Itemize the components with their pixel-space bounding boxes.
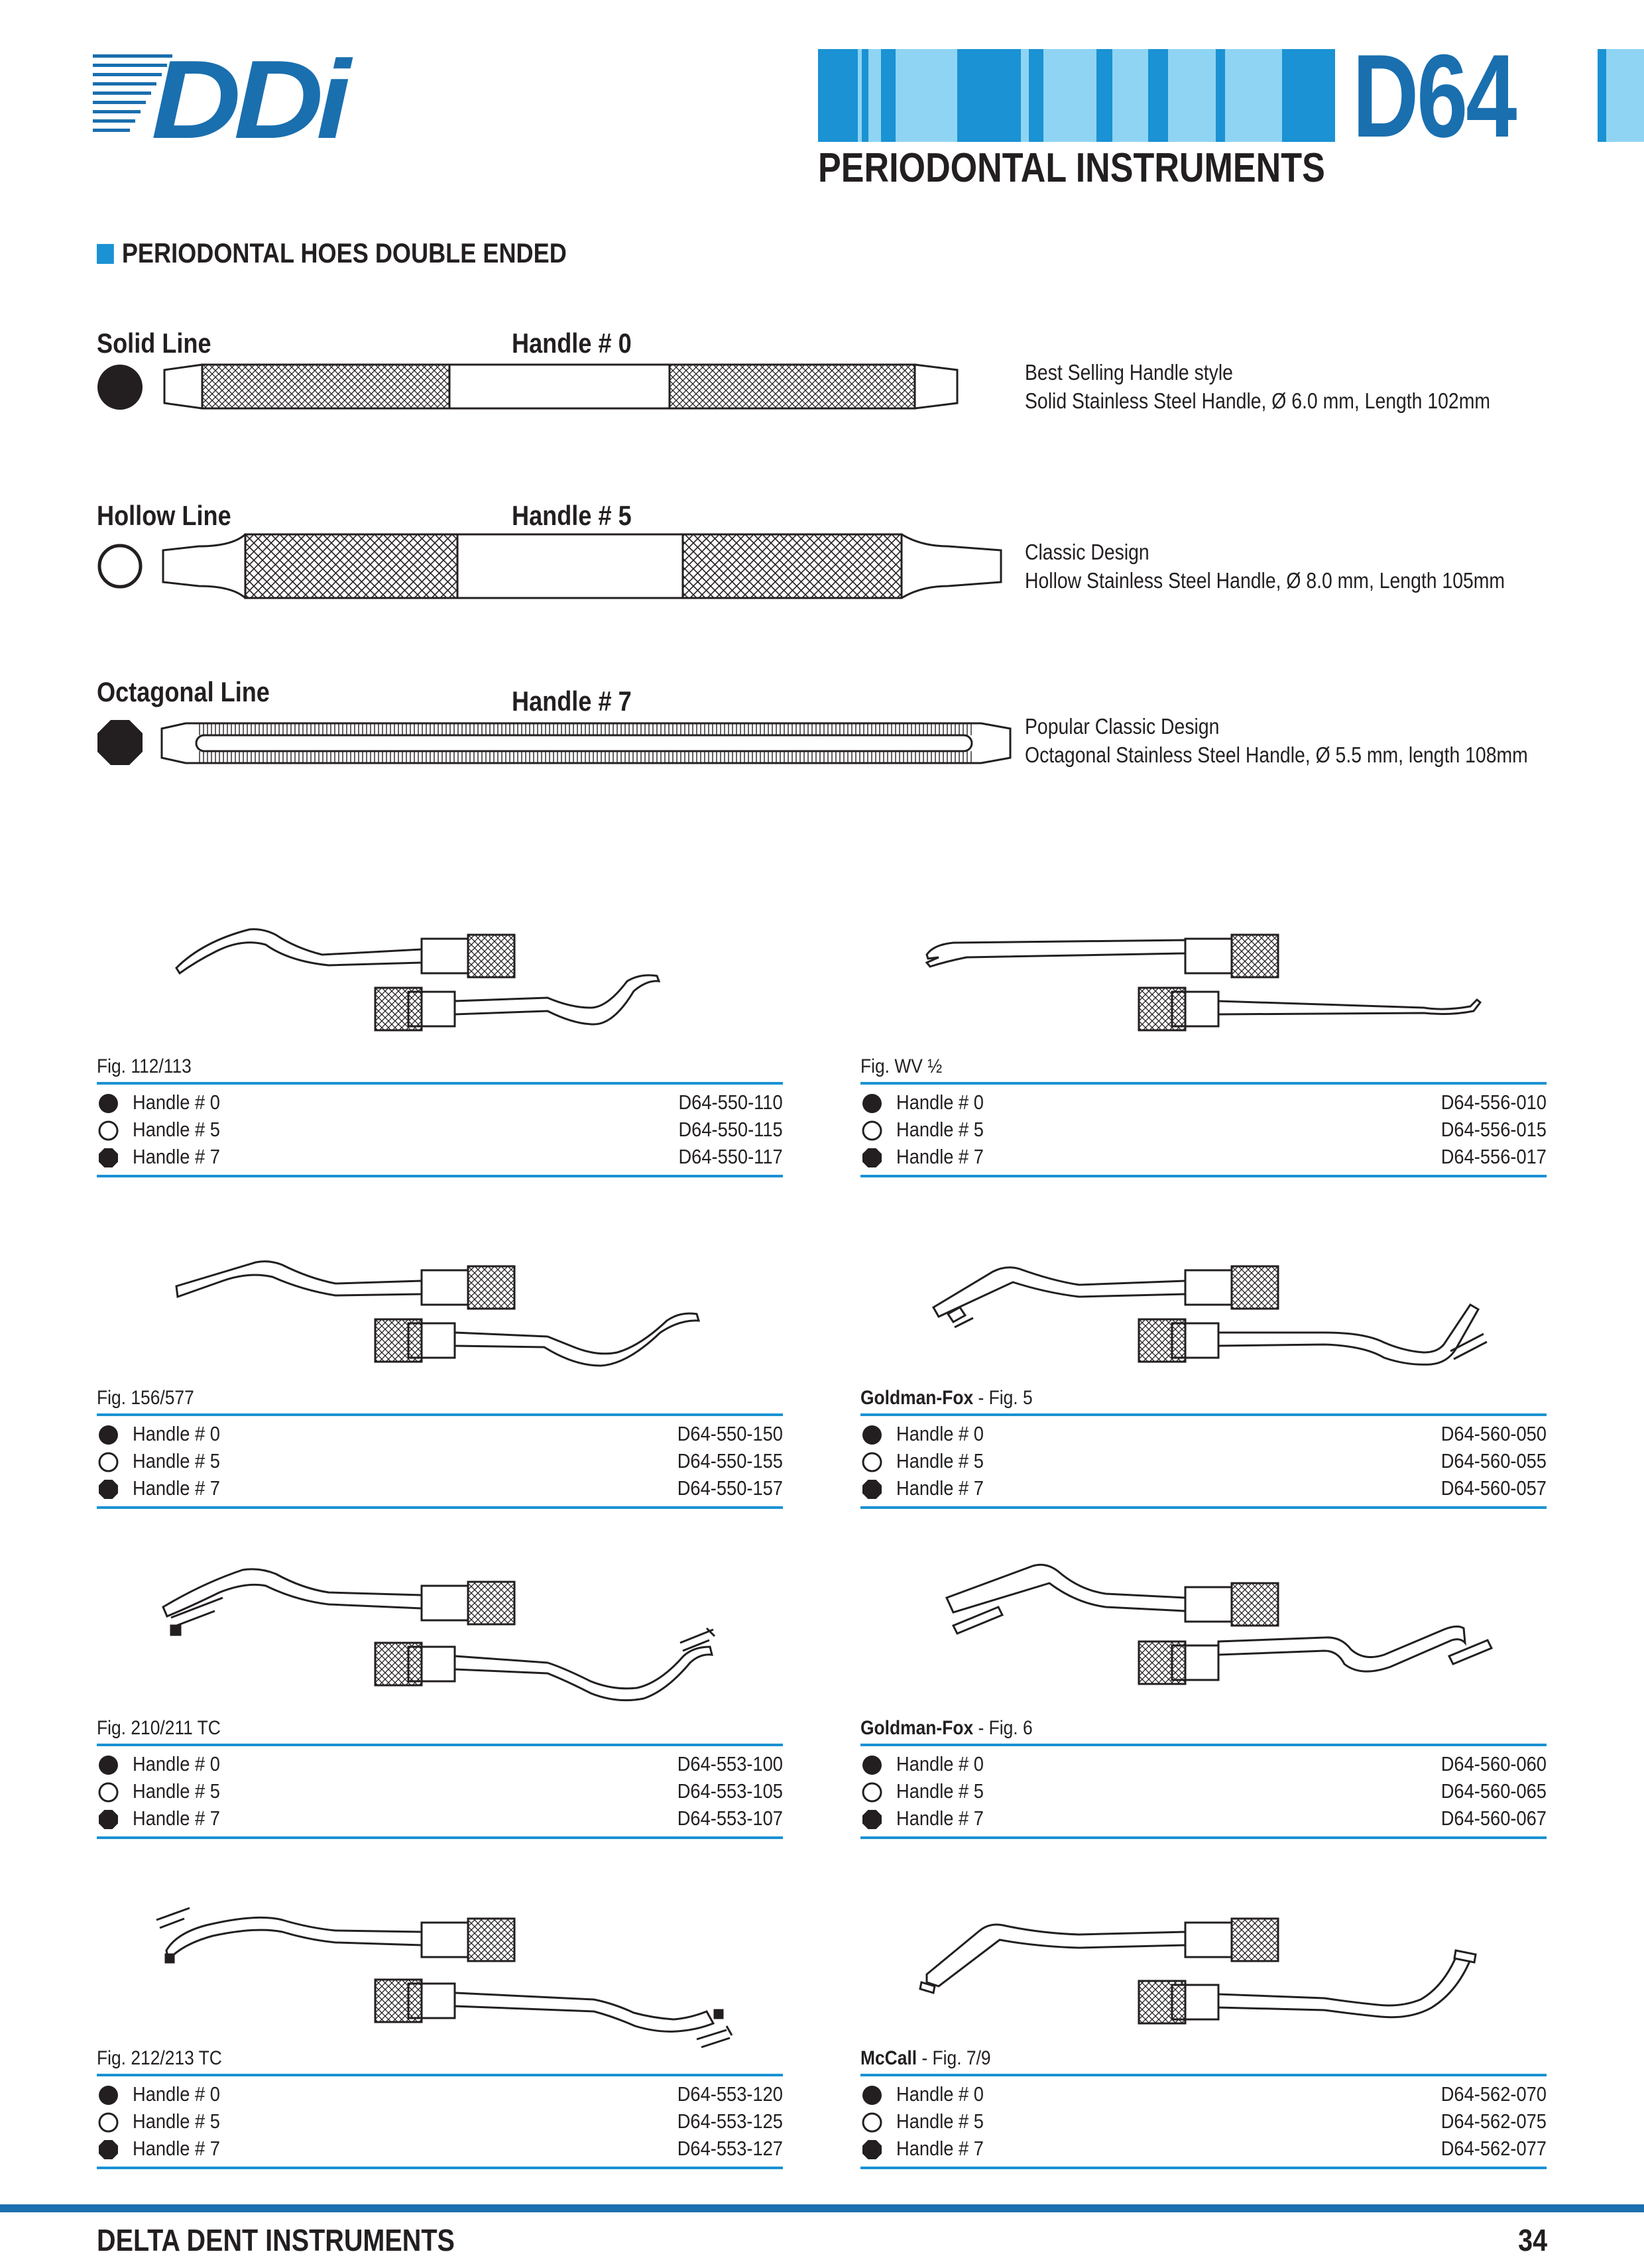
article-code: D64-556-017 [1440, 1145, 1547, 1168]
filled-circle-icon [98, 1755, 119, 1775]
article-code: D64-560-067 [1440, 1807, 1547, 1830]
filled-octagon-icon [862, 1479, 882, 1500]
divider [860, 1836, 1547, 1839]
instrument-name: Goldman-Fox - Fig. 6 [860, 1717, 1033, 1739]
divider [860, 1175, 1547, 1177]
filled-circle-icon [862, 1093, 882, 1114]
article-code: D64-560-055 [1440, 1449, 1547, 1472]
filled-circle-icon [98, 1093, 119, 1114]
filled-circle-icon [862, 1425, 882, 1445]
order-row: Handle # 0 D64-553-100 [97, 1752, 783, 1779]
instrument-name: Fig. 210/211 TC [97, 1717, 221, 1739]
solid-handle-drawing [159, 361, 961, 414]
divider [97, 1413, 783, 1416]
ddi-logo [93, 46, 358, 146]
divider [860, 2074, 1547, 2076]
octagonal-line-title: Octagonal Line [97, 676, 270, 707]
filled-octagon-icon [98, 1148, 119, 1168]
order-row: Handle # 5 D64-562-075 [860, 2110, 1547, 2136]
filled-octagon-icon [98, 2139, 119, 2160]
hollow-circle-icon [862, 1120, 882, 1141]
section-title: PERIODONTAL HOES DOUBLE ENDED [97, 237, 567, 269]
order-row: Handle # 7 D64-556-017 [860, 1145, 1547, 1171]
order-row: Handle # 5 D64-560-055 [860, 1449, 1547, 1476]
hollow-handle-drawing [159, 534, 1008, 601]
article-code: D64-553-105 [677, 1779, 783, 1803]
instrument-drawing [97, 902, 783, 1101]
divider [97, 1175, 783, 1177]
instrument-name: Goldman-Fox - Fig. 5 [860, 1387, 1033, 1409]
octagonal-handle-description: Popular Classic Design Octagonal Stainless Steel Handle, Ø 5.5 mm, length 108mm [1025, 714, 1528, 767]
filled-octagon-icon [98, 1479, 119, 1500]
order-row: Handle # 0 D64-550-150 [97, 1422, 783, 1449]
order-row: Handle # 0 D64-556-010 [860, 1091, 1547, 1117]
order-row: Handle # 5 D64-550-115 [97, 1118, 783, 1144]
catalog-code: D64 [1352, 30, 1515, 162]
order-row: Handle # 7 D64-560-067 [860, 1807, 1547, 1833]
filled-circle-icon [98, 2085, 119, 2106]
filled-octagon-icon [862, 1148, 882, 1168]
hollow-handle-description: Classic Design Hollow Stainless Steel Handle, Ø 8.0 mm, Length 105mm [1025, 540, 1505, 593]
section-square-icon [97, 244, 114, 264]
page-number: 34 [1517, 2223, 1547, 2257]
instrument-name: Fig. 156/577 [97, 1387, 194, 1409]
order-row: Handle # 5 D64-553-105 [97, 1779, 783, 1806]
instrument-name: McCall - Fig. 7/9 [860, 2047, 991, 2069]
article-code: D64-550-157 [677, 1476, 783, 1500]
page-title: PERIODONTAL INSTRUMENTS [818, 145, 1325, 191]
article-code: D64-556-010 [1440, 1091, 1547, 1114]
instrument-name: Fig. 112/113 [97, 1055, 192, 1077]
divider [97, 1744, 783, 1746]
hollow-circle-icon [98, 1782, 119, 1803]
article-code: D64-553-125 [677, 2110, 783, 2133]
filled-octagon-icon [97, 719, 143, 766]
instrument-drawing [860, 902, 1547, 1101]
filled-circle-icon [862, 1755, 882, 1775]
divider [860, 1744, 1547, 1746]
divider [97, 2167, 783, 2169]
order-row: Handle # 5 D64-556-015 [860, 1118, 1547, 1144]
article-code: D64-550-117 [678, 1145, 783, 1168]
hollow-circle-icon [862, 1452, 882, 1472]
instrument-drawing [97, 1233, 783, 1432]
filled-octagon-icon [862, 1809, 882, 1830]
article-code: D64-556-015 [1440, 1118, 1547, 1141]
hollow-circle-icon [98, 2112, 119, 2133]
footer-bar [0, 2204, 1644, 2212]
handle-0-label: Handle # 0 [512, 328, 632, 359]
divider [97, 1836, 783, 1839]
order-row: Handle # 7 D64-553-127 [97, 2137, 783, 2163]
hollow-circle-icon [98, 1452, 119, 1472]
divider [860, 1413, 1547, 1416]
order-row: Handle # 5 D64-550-155 [97, 1449, 783, 1476]
order-row: Handle # 7 D64-550-157 [97, 1476, 783, 1503]
article-code: D64-553-107 [677, 1807, 783, 1830]
divider [97, 1082, 783, 1085]
instrument-name: Fig. 212/213 TC [97, 2047, 222, 2069]
article-code: D64-560-057 [1440, 1476, 1547, 1500]
hollow-line-title: Hollow Line [97, 500, 231, 531]
order-row: Handle # 7 D64-560-057 [860, 1476, 1547, 1503]
article-code: D64-562-075 [1440, 2110, 1547, 2133]
article-code: D64-553-100 [677, 1752, 783, 1775]
order-row: Handle # 0 D64-553-120 [97, 2082, 783, 2109]
header-banner [818, 49, 1644, 142]
article-code: D64-562-077 [1440, 2137, 1547, 2160]
order-row: Handle # 5 D64-560-065 [860, 1779, 1547, 1806]
order-row: Handle # 7 D64-550-117 [97, 1145, 783, 1171]
article-code: D64-550-150 [677, 1422, 783, 1445]
order-row: Handle # 0 D64-560-050 [860, 1422, 1547, 1449]
order-row: Handle # 0 D64-562-070 [860, 2082, 1547, 2109]
svg-text:DDi: DDi [151, 46, 353, 146]
filled-octagon-icon [98, 1809, 119, 1830]
solid-handle-description: Best Selling Handle style Solid Stainless Steel Handle, Ø 6.0 mm, Length 102mm [1025, 360, 1490, 413]
divider [860, 1506, 1547, 1509]
hollow-circle-icon [98, 1120, 119, 1141]
order-row: Handle # 5 D64-553-125 [97, 2110, 783, 2136]
article-code: D64-553-127 [677, 2137, 783, 2160]
article-code: D64-550-155 [677, 1449, 783, 1472]
article-code: D64-560-060 [1440, 1752, 1547, 1775]
filled-circle-icon [862, 2085, 882, 2106]
order-row: Handle # 0 D64-550-110 [97, 1091, 783, 1117]
article-code: D64-553-120 [677, 2082, 783, 2106]
hollow-circle-icon [97, 542, 143, 590]
divider [860, 2167, 1547, 2169]
hollow-circle-icon [862, 1782, 882, 1803]
divider [860, 1082, 1547, 1085]
article-code: D64-560-065 [1440, 1779, 1547, 1803]
article-code: D64-550-115 [678, 1118, 783, 1141]
order-row: Handle # 7 D64-553-107 [97, 1807, 783, 1833]
order-row: Handle # 0 D64-560-060 [860, 1752, 1547, 1779]
filled-circle-icon [98, 1425, 119, 1445]
solid-line-title: Solid Line [97, 328, 211, 359]
handle-5-label: Handle # 5 [512, 500, 632, 531]
footer-company: DELTA DENT INSTRUMENTS [97, 2223, 455, 2257]
octagonal-handle-drawing [159, 719, 1014, 766]
article-code: D64-560-050 [1440, 1422, 1547, 1445]
instrument-name: Fig. WV ½ [860, 1055, 943, 1077]
article-code: D64-562-070 [1440, 2082, 1547, 2106]
filled-circle-icon [97, 364, 143, 410]
divider [97, 1506, 783, 1509]
hollow-circle-icon [862, 2112, 882, 2133]
article-code: D64-550-110 [678, 1091, 783, 1114]
filled-octagon-icon [862, 2139, 882, 2160]
divider [97, 2074, 783, 2076]
order-row: Handle # 7 D64-562-077 [860, 2137, 1547, 2163]
handle-7-label: Handle # 7 [512, 686, 632, 717]
